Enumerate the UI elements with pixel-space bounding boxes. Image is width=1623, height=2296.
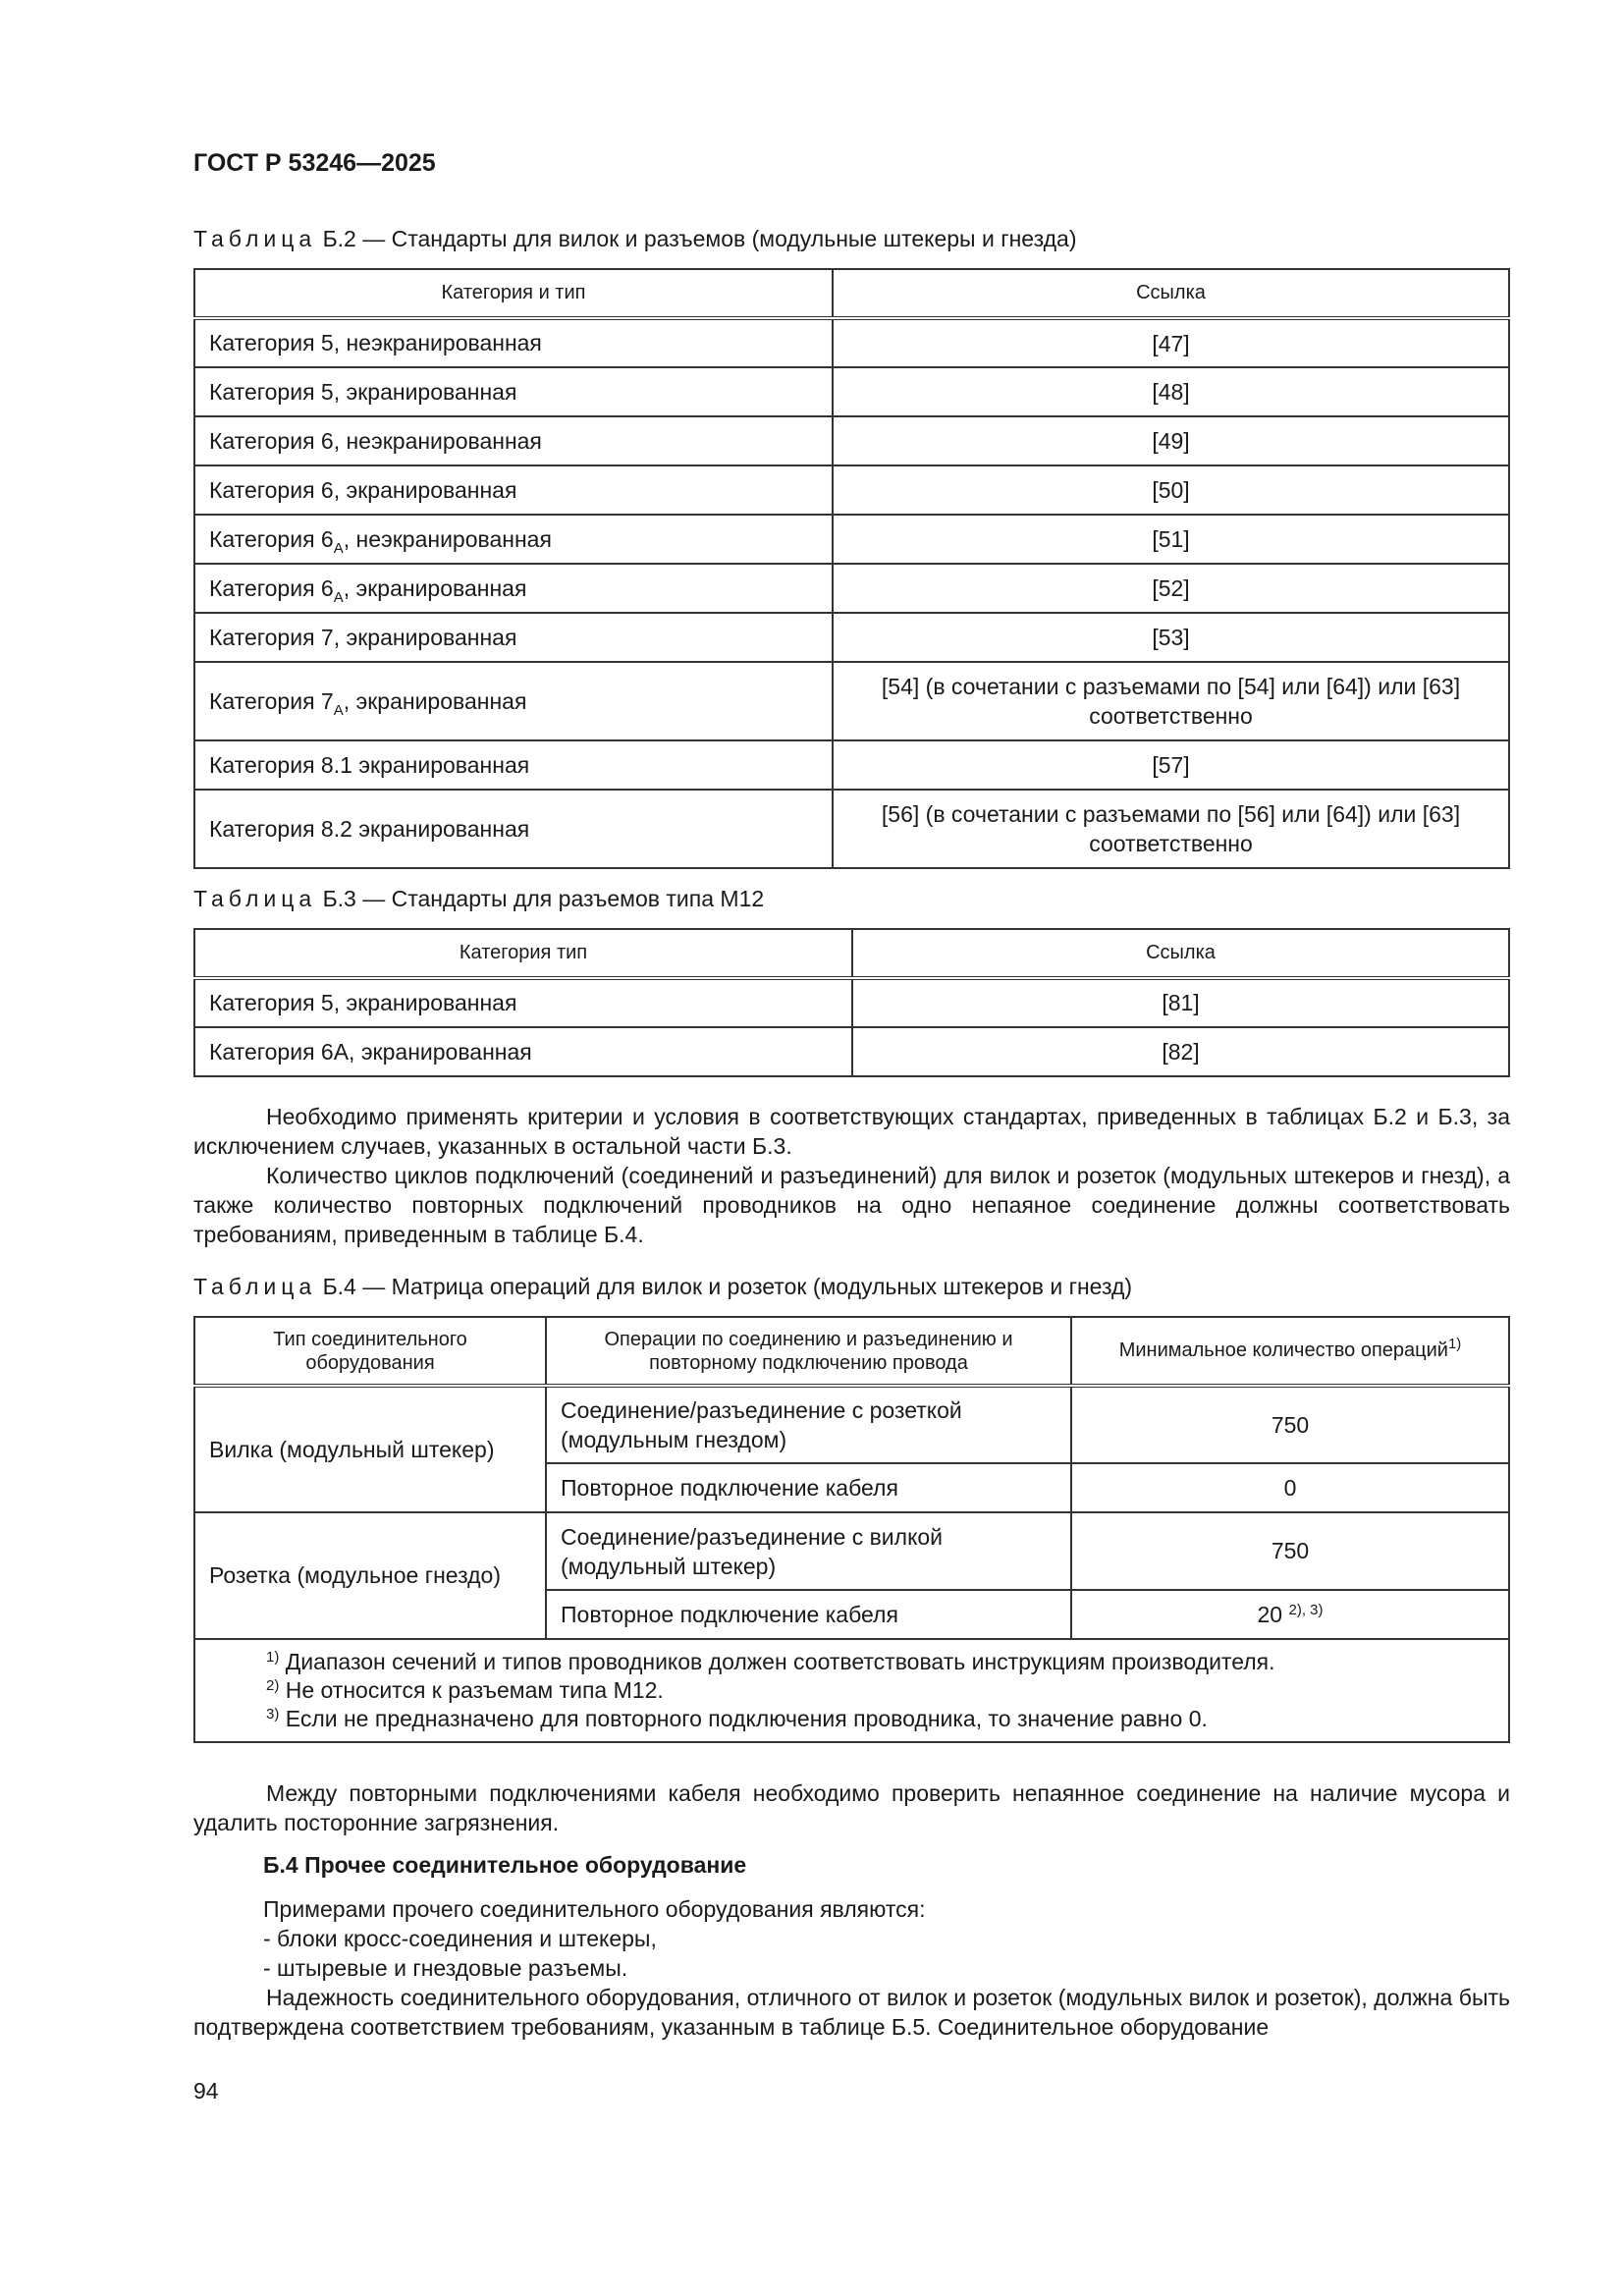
column-header: Ссылка [833,269,1509,318]
table-row [194,416,1509,465]
footnote [266,1648,1494,1676]
reference-cell: [49] [833,416,1509,465]
category-cell [194,662,833,740]
body-paragraphs-1 [193,1102,1510,1249]
footnote-mark: 2) [266,1677,280,1694]
table-b4-caption [193,1274,1132,1300]
footnote-text: Не относится к разъемам типа М12. [285,1677,664,1703]
table-notes-row [194,1639,1509,1742]
category-cell [194,416,833,465]
reference-cell: [57] [833,740,1509,790]
operation-cell: Соединение/разъединение с вилкой (модульный штекер) [546,1512,1071,1590]
footnote-text: Диапазон сечений и типов проводников должен соответствовать инструкциям производителя. [285,1649,1275,1674]
category-cell: Категория 5, экранированная [194,978,852,1027]
reference-cell: [50] [833,465,1509,515]
table-b2 [193,268,1510,869]
category-cell [194,613,833,662]
category-text: Категория 5, экранированная [209,378,517,405]
value-cell: 750 [1071,1512,1509,1590]
category-text: Категория 6, неэкранированная [209,427,542,454]
category-text: Категория 6, экранированная [209,476,517,503]
table-header-row [194,269,1509,318]
table-b3 [193,928,1510,1077]
table-row [194,662,1509,740]
equipment-type-cell: Розетка (модульное гнездо) [194,1512,546,1639]
footnote-text: Если не предназначено для повторного подключения проводника, то значение равно 0. [285,1706,1208,1731]
category-text: Категория 7, экранированная [209,624,517,650]
reference-cell: [82] [852,1027,1509,1076]
value-cell: 750 [1071,1386,1509,1463]
value-cell [1071,1590,1509,1639]
column-header: Тип соединительного оборудования [194,1317,546,1386]
value-text: 20 [1257,1601,1283,1627]
table-b4 [193,1316,1510,1743]
category-text: , экранированная [343,687,527,714]
category-cell [194,318,833,367]
list-item: - штыревые и гнездовые разъемы. [263,1955,628,1981]
operation-cell: Повторное подключение кабеля [546,1590,1071,1639]
category-text: Категория 8.2 экранированная [209,815,530,842]
footnote-mark: 1) [1447,1336,1462,1352]
subscript: A [333,701,344,719]
category-cell [194,740,833,790]
category-cell [194,515,833,564]
table-row [194,1027,1509,1076]
table-row [194,1512,1509,1590]
category-text: Категория 6 [209,525,334,552]
table-row [194,564,1509,613]
reference-cell: [48] [833,367,1509,416]
page-number: 94 [193,2078,219,2104]
category-cell [194,564,833,613]
paragraph: Необходимо применять критерии и условия в соответствующих стандартах, приведенных в таблицах Б.2 и Б.3, за исключением случаев, указанных в остальной части Б.3. [193,1104,1510,1159]
table-header-row [194,1317,1509,1386]
reference-cell: [56] (в сочетании с разъемами по [56] или [64]) или [63] соответственно [833,790,1509,868]
footnote [266,1676,1494,1705]
paragraph: Надежность соединительного оборудования, отличного от вилок и розеток (модульных вилок и розеток), должна быть подтверждена соответствием требованиям, указанным в таблице Б.5. Соединительное оборудование [193,1985,1510,2040]
body-paragraphs-2 [193,1778,1510,1837]
table-b2-body [194,318,1509,868]
section-heading: Б.4 Прочее соединительное оборудование [263,1852,747,1878]
caption-text: Б.2 — Стандарты для вилок и разъемов (модульные штекеры и гнезда) [322,226,1077,251]
footnote-mark: 3) [266,1706,280,1722]
column-header: Категория и тип [194,269,833,318]
reference-cell: [47] [833,318,1509,367]
equipment-type-cell: Вилка (модульный штекер) [194,1386,546,1512]
column-header: Категория тип [194,929,852,978]
examples-intro: Примерами прочего соединительного оборудования являются: [263,1896,926,1922]
category-text: Категория 6 [209,574,334,601]
column-header: Ссылка [852,929,1509,978]
table-b3-caption [193,886,764,912]
paragraph: Между повторными подключениями кабеля необходимо проверить непаянное соединение на наличие мусора и удалить посторонние загрязнения. [193,1780,1510,1835]
footnote-mark: 1) [266,1649,280,1666]
document-header: ГОСТ Р 53246—2025 [193,149,436,177]
subscript: A [333,588,344,606]
table-row [194,790,1509,868]
list-item: - блоки кросс-соединения и штекеры, [263,1926,657,1951]
operation-cell: Повторное подключение кабеля [546,1463,1071,1512]
operation-cell: Соединение/разъединение с розеткой (модульным гнездом) [546,1386,1071,1463]
table-row [194,367,1509,416]
footnote [266,1705,1494,1733]
table-row [194,318,1509,367]
table-b2-caption [193,226,1076,252]
category-text: Категория 5, неэкранированная [209,330,542,355]
table-row [194,515,1509,564]
caption-text: Б.4 — Матрица операций для вилок и розеток (модульных штекеров и гнезд) [322,1274,1133,1299]
table-row [194,740,1509,790]
reference-cell: [81] [852,978,1509,1027]
column-header-text: Минимальное количество операций [1118,1339,1448,1361]
table-row [194,465,1509,515]
category-cell [194,790,833,868]
table-word: Таблица [193,886,317,911]
category-text: Категория 7 [209,687,334,714]
table-notes [194,1639,1509,1742]
subscript: A [333,539,344,557]
table-word: Таблица [193,1274,317,1299]
table-word: Таблица [193,226,317,251]
category-text: Категория 8.1 экранированная [209,751,530,778]
reference-cell: [51] [833,515,1509,564]
table-row [194,978,1509,1027]
category-cell: Категория 6А, экранированная [194,1027,852,1076]
category-text: , неэкранированная [343,525,552,552]
column-header [1071,1317,1509,1386]
value-cell: 0 [1071,1463,1509,1512]
body-paragraphs-3 [193,1983,1510,2042]
table-header-row [194,929,1509,978]
category-text: , экранированная [343,574,527,601]
category-cell [194,465,833,515]
table-row [194,613,1509,662]
column-header: Операции по соединению и разъединению и повторному подключению провода [546,1317,1071,1386]
reference-cell: [54] (в сочетании с разъемами по [54] или [64]) или [63] соответственно [833,662,1509,740]
reference-cell: [52] [833,564,1509,613]
caption-text: Б.3 — Стандарты для разъемов типа М12 [322,886,765,911]
table-row [194,1386,1509,1463]
paragraph: Количество циклов подключений (соединений и разъединений) для вилок и розеток (модульных штекеров и гнезд), а также количество повторных подключений проводников на одно непаяное соединение должны соответствовать требованиям, приведенным в таблице Б.4. [193,1163,1510,1247]
footnote-mark: 2), 3) [1288,1601,1324,1618]
reference-cell: [53] [833,613,1509,662]
category-cell [194,367,833,416]
